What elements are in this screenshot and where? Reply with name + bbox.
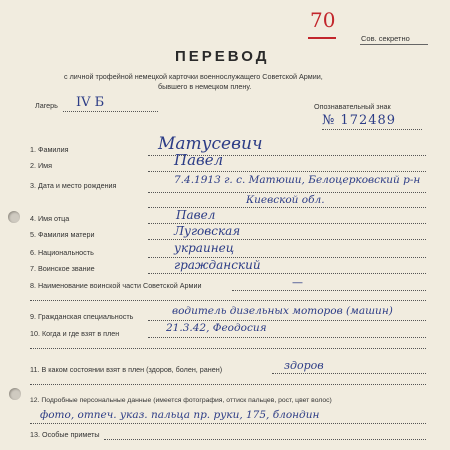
field-nationality-value: украинец	[174, 241, 235, 255]
field-nationality-label: 6. Национальность	[30, 248, 94, 257]
field-specialty-line	[148, 320, 426, 321]
field-mother-line	[148, 239, 426, 240]
document-title: ПЕРЕВОД	[175, 48, 270, 65]
field-mother-value: Луговская	[174, 224, 241, 238]
field-captured-label: 10. Когда и где взят в плен	[30, 329, 120, 338]
secret-stamp-underline	[360, 44, 428, 45]
page-number-underline	[308, 37, 336, 39]
field-name-line	[148, 171, 426, 172]
subtitle-line-2: бывшего в немецком плену.	[158, 82, 252, 91]
camp-line	[63, 111, 158, 112]
camp-label: Лагерь	[35, 101, 58, 110]
field-captured-line	[148, 337, 426, 338]
field-birth-value: 7.4.1913 г. с. Матюши, Белоцерковский р-н	[174, 174, 421, 186]
field-condition-label: 11. В каком состоянии взят в плен (здоров, болен, ранен)	[30, 365, 223, 374]
field-features-line	[104, 439, 426, 440]
field-birth-value-cont: Киевской обл.	[246, 194, 325, 206]
id-mark-label: Опознавательный знак	[314, 102, 391, 111]
field-captured-value: 21.3.42, Феодосия	[166, 322, 267, 334]
punch-hole-top	[8, 211, 20, 223]
field-condition-line-2	[30, 384, 426, 385]
field-mother-label: 5. Фамилия матери	[30, 230, 95, 239]
field-unit-line	[232, 290, 426, 291]
field-unit-value: —	[292, 276, 303, 289]
field-name-label: 2. Имя	[30, 161, 52, 170]
field-rank-label: 7. Воинское звание	[30, 264, 95, 273]
field-features-label: 13. Особые приметы	[30, 430, 100, 439]
field-specialty-label: 9. Гражданская специальность	[30, 312, 134, 321]
field-unit-line-2	[30, 300, 426, 301]
field-rank-value: гражданский	[174, 258, 261, 272]
camp-value: IV Б	[76, 95, 105, 110]
field-personal-line	[30, 423, 426, 424]
field-condition-line	[272, 373, 426, 374]
page-number: 70	[310, 8, 336, 32]
field-birth-label: 3. Дата и место рождения	[30, 181, 117, 190]
field-birth-line	[148, 192, 426, 193]
field-captured-line-2	[30, 348, 426, 349]
field-condition-value: здоров	[284, 359, 324, 372]
subtitle-line-1: с личной трофейной немецкой карточки военнослужащего Советской Армии,	[64, 72, 323, 81]
field-father-value: Павел	[176, 208, 216, 222]
punch-hole-bottom	[9, 388, 21, 400]
field-father-label: 4. Имя отца	[30, 214, 70, 223]
field-specialty-value: водитель дизельных моторов (машин)	[172, 305, 393, 317]
field-personal-value: фото, отпеч. указ. пальца пр. руки, 175, блондин	[40, 409, 320, 421]
id-mark-line	[322, 129, 422, 130]
field-surname-label: 1. Фамилия	[30, 145, 69, 154]
field-personal-label: 12. Подробные персональные данные (имеется фотография, оттиск пальцев, рост, цвет волос)	[30, 397, 332, 404]
field-surname-value: Матусевич	[158, 134, 263, 154]
secret-stamp: Сов. секретно	[361, 34, 410, 43]
id-mark-value: № 172489	[322, 113, 397, 128]
field-rank-line	[148, 273, 426, 274]
field-name-value: Павел	[174, 151, 224, 169]
field-unit-label: 8. Наименование воинской части Советской Армии	[30, 281, 202, 290]
